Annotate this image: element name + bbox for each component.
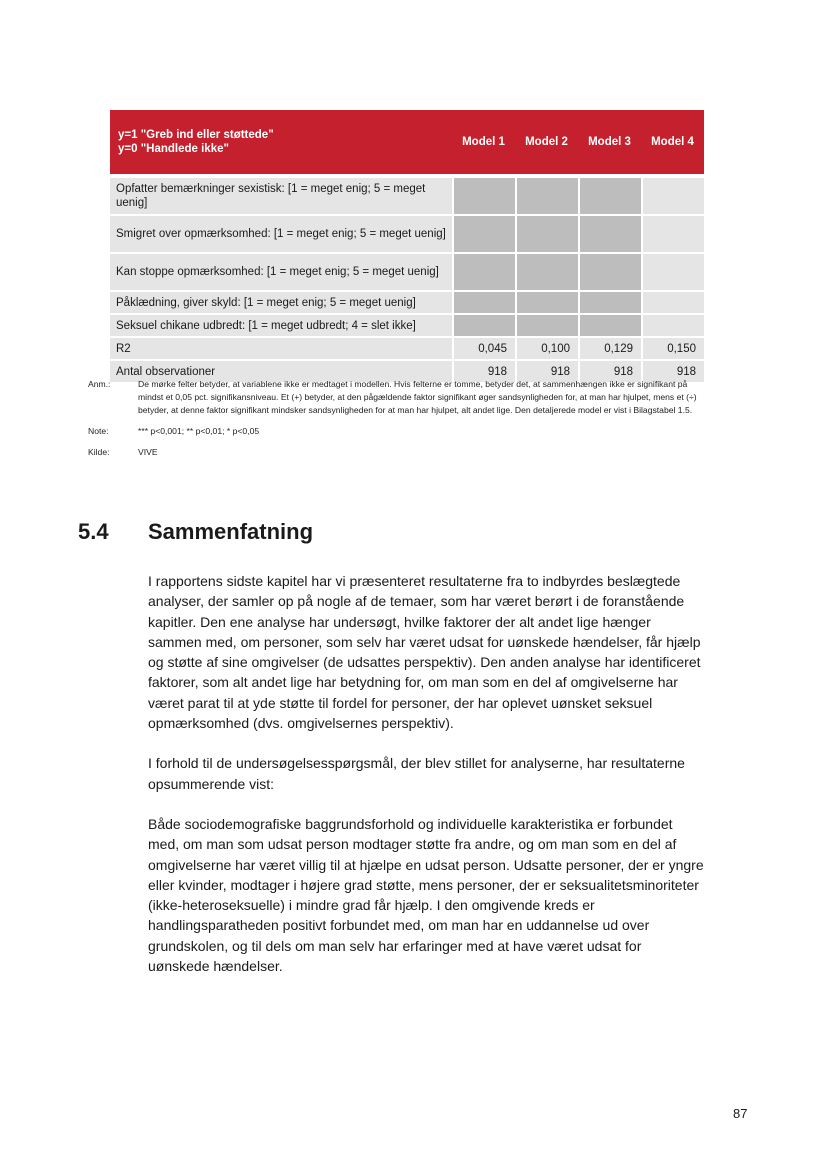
obs-model-2: 918 <box>515 361 578 384</box>
note-text: *** p<0,001; ** p<0,01; * p<0,05 <box>138 426 260 436</box>
model-4-cell <box>641 315 704 338</box>
obs-model-1: 918 <box>452 361 515 384</box>
model-3-cell <box>578 292 641 315</box>
paragraph: I rapportens sidste kapitel har vi præsenteret resultaterne fra to indbyrdes beslægtede analyser, der samler op på nogle af de temaer, som har været berørt i de foranstående kapitler. Den ene analyse har undersøgt, hvilke faktorer der alt andet lige hænger sammen med, om personer, som selv har været udsat for uønskede hændelser, får hjælp og støtte af sine omgivelser (de udsattes perspektiv). Den anden analyse har identificeret faktorer, som alt andet lige har betydning for, om man som en del af omgivelserne har været parat til at yde støtte til fordel for personer, der har oplevet uønsket seksuel opmærksomhed (dvs. omgivelsernes perspektiv). <box>148 573 701 732</box>
model-2-cell <box>515 292 578 315</box>
model-4-cell <box>641 292 704 315</box>
observations-label: Antal observationer <box>110 361 452 384</box>
obs-model-4: 918 <box>641 361 704 384</box>
model-1-cell <box>452 254 515 292</box>
model-4-header: Model 4 <box>641 110 704 174</box>
r2-model-4: 0,150 <box>641 338 704 361</box>
row-label: Seksuel chikane udbredt: [1 = meget udbredt; 4 = slet ikke] <box>110 315 452 338</box>
model-4-cell <box>641 254 704 292</box>
note-source <box>88 446 708 459</box>
model-2-header: Model 2 <box>515 110 578 174</box>
note-key: Note: <box>88 426 109 436</box>
model-3-cell <box>578 216 641 254</box>
model-1-cell <box>452 315 515 338</box>
table-row <box>110 292 704 315</box>
row-label: Påklædning, giver skyld: [1 = meget enig; 5 = meget uenig] <box>110 292 452 315</box>
row-label: Opfatter bemærkninger sexistisk: [1 = meget enig; 5 = meget uenig] <box>110 178 452 216</box>
note-text: De mørke felter betyder, at variablene ikke er medtaget i modellen. Hvis felterne er tomme, betyder det, at sammenhængen ikke er signifikant på mindst et 0,05 pct. signifikansniveau. Et (+) betyder, at den pågældende faktor signifikant øger sandsynligheden for, at man har hjulpet, mens et (÷) betyder, at denne faktor signifikant mindsker sandsynligheden for at man har hjulpet, alt andet lige. Den detaljerede model er vist i Bilagstabel 1.5. <box>138 379 697 415</box>
model-3-header: Model 3 <box>578 110 641 174</box>
r2-model-2: 0,100 <box>515 338 578 361</box>
section-number: 5.4 <box>78 519 109 544</box>
body-text <box>148 571 706 996</box>
table-notes <box>88 378 708 467</box>
model-2-cell <box>515 178 578 216</box>
table-header-row <box>110 110 704 174</box>
model-1-cell <box>452 216 515 254</box>
dependent-variable-header <box>110 110 452 174</box>
model-2-cell <box>515 254 578 292</box>
regression-table <box>110 110 704 384</box>
model-3-cell <box>578 315 641 338</box>
note-text: VIVE <box>138 447 158 457</box>
page-number: 87 <box>733 1106 748 1121</box>
section-title: Sammenfatning <box>148 519 314 544</box>
row-label: Kan stoppe opmærksomhed: [1 = meget enig; 5 = meget uenig] <box>110 254 452 292</box>
table-row <box>110 315 704 338</box>
table-body <box>110 178 704 384</box>
note-key: Anm.: <box>88 379 111 389</box>
model-1-cell <box>452 292 515 315</box>
note-annotation <box>88 378 708 417</box>
model-4-cell <box>641 178 704 216</box>
model-2-cell <box>515 315 578 338</box>
r2-row <box>110 338 704 361</box>
header-label-line1: y=1 "Greb ind eller støttede" <box>118 129 274 141</box>
r2-label: R2 <box>110 338 452 361</box>
regression-table-container <box>110 110 704 384</box>
r2-model-3: 0,129 <box>578 338 641 361</box>
paragraph: Både sociodemografiske baggrundsforhold og individuelle karakteristika er forbundet med, om man som udsat person modtager støtte fra andre, og om man som en del af omgivelserne har været villig til at hjælpe en udsat person. Udsatte personer, der er yngre eller kvinder, modtager i højere grad støtte, mens personer, der er seksualitetsminoriteter (ikke-heteroseksuelle) i mindre grad får hjælp. I den omgivende kreds er handlingsparatheden positivt forbundet med, om man har en uddannelse ud over grundskolen, og til dels om man selv har erfaringer med at have været udsat for uønskede hændelser. <box>148 815 704 975</box>
table-row <box>110 178 704 216</box>
note-significance <box>88 425 708 438</box>
model-4-cell <box>641 216 704 254</box>
model-1-header: Model 1 <box>452 110 515 174</box>
model-2-cell <box>515 216 578 254</box>
table-row <box>110 254 704 292</box>
row-label: Smigret over opmærksomhed: [1 = meget enig; 5 = meget uenig] <box>110 216 452 254</box>
r2-model-1: 0,045 <box>452 338 515 361</box>
model-1-cell <box>452 178 515 216</box>
model-3-cell <box>578 254 641 292</box>
note-key: Kilde: <box>88 447 110 457</box>
model-3-cell <box>578 178 641 216</box>
header-label-line2: y=0 "Handlede ikke" <box>118 143 229 155</box>
obs-model-3: 918 <box>578 361 641 384</box>
table-row <box>110 216 704 254</box>
paragraph: I forhold til de undersøgelsesspørgsmål, der blev stillet for analyserne, har resultaterne opsummerende vist: <box>148 755 685 792</box>
